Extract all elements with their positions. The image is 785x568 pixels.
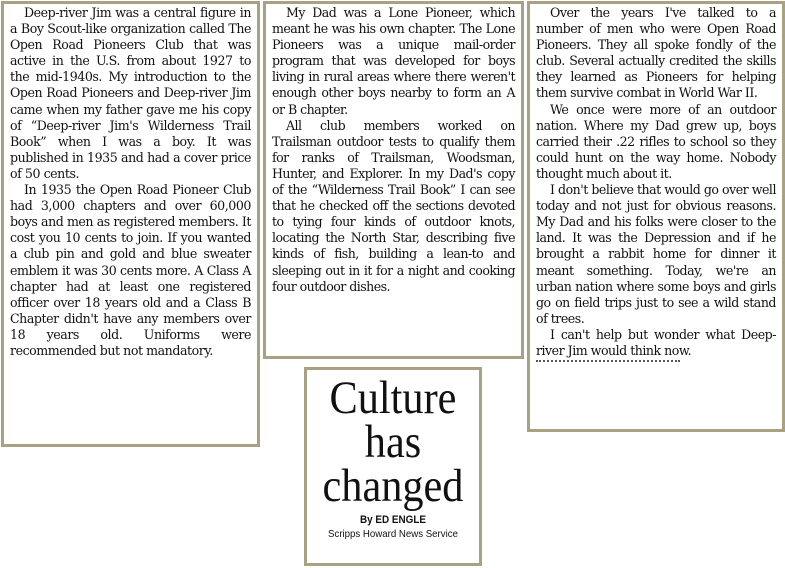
column-2-paragraph-1: My Dad was a Lone Pioneer, which meant he was his own chapter. The Lone Pioneers was a unique mail-order program that was developed for boys living in rural areas where there weren't enough other boys nearby to form an A or B chapter. <box>272 5 515 117</box>
column-1-paragraph-1: Deep-river Jim was a central figure in a Boy Scout-like organization called The Open Road Pioneers Club that was active in the U.S. from about 1927 to the mid-1940s. My introduction to the Open Road Pioneers and Deep-river Jim came when my father gave me his copy of “Deep-river Jim's Wilderness Trail Book” when I was a boy. It was published in 1935 and had a cover price of 50 cents. <box>10 5 251 181</box>
column-3-paragraph-2: We once were more of an outdoor nation. Where my Dad grew up, boys carried their .22 rifles to school so they could hunt on the way home. Nobody thought much about it. <box>536 101 776 181</box>
byline: By ED ENGLE <box>359 514 427 526</box>
headline-box <box>304 367 482 566</box>
column-2-paragraph-2: All club members worked on Trailsman outdoor tests to qualify them for ranks of Trailsman, Woodsman, Hunter, and Explorer. In my Dad's copy of the “Wilderness Trail Book” I can see that he checked off the sections devoted to tying four kinds of outdoor knots, locating the North Star, describing five kinds of fish, building a lean-to and sleeping out in it for a night and cooking four outdoor dishes. <box>272 117 515 294</box>
news-service-credit: Scripps Howard News Service <box>328 528 458 540</box>
headline <box>316 372 471 512</box>
headline-line-3: changed <box>322 460 464 512</box>
headline-line-1: Culture <box>329 372 457 424</box>
headline-line-2: has <box>364 416 422 468</box>
column-1-paragraph-2: In 1935 the Open Road Pioneer Club had 3,000 chapters and over 60,000 boys and men as registered members. It cost you 10 cents to join. If you wanted a club pin and gold and blue sweater emblem it was 30 cents more. A Class A chapter had at least one registered officer over 18 years old and a Class B Chapter didn't have any members over 18 years old. Uniforms were recommended but not mandatory. <box>10 182 251 358</box>
column-3-paragraph-1: Over the years I've talked to a number of men who were Open Road Pioneers. They all spoke fondly of the club. Several actually credited the skills they learned as Pioneers for helping them survive combat in World War II. <box>536 5 776 101</box>
column-3-paragraph-3: I don't believe that would go over well today and not just for obvious reasons. My Dad and his folks were closer to the land. It was the Depression and if he brought a rabbit home for dinner it meant something. Today, we're an urban nation where some boys and girls go on field trips just to see a wild stand of trees. <box>536 182 776 326</box>
column-3-paragraph-4: I can't help but wonder what Deep-river Jim would think now. <box>536 326 776 358</box>
article-column-1 <box>1 1 260 447</box>
article-column-3 <box>527 1 785 432</box>
clipped-text-edge <box>536 360 680 366</box>
article-column-2 <box>263 1 524 359</box>
